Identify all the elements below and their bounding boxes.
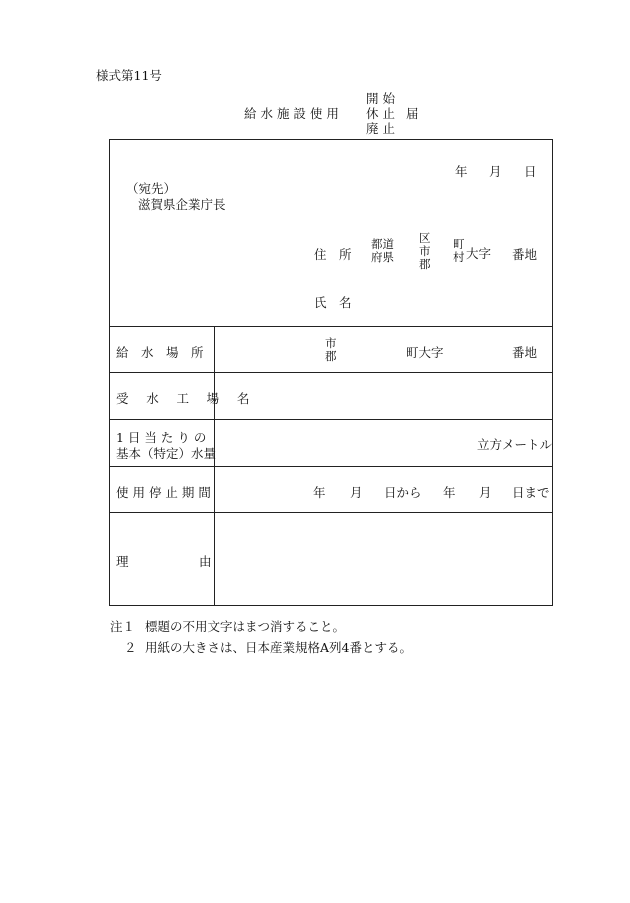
- title-option-abolish: 廃 止: [366, 121, 395, 136]
- period-end-month: 月: [479, 485, 492, 500]
- note-1-number: 注１: [110, 619, 136, 634]
- prefecture-line1: 都道: [371, 237, 394, 251]
- name-label: 氏 名: [314, 295, 352, 310]
- date-year[interactable]: 年: [455, 164, 468, 179]
- form-number: 様式第11号: [96, 68, 162, 83]
- row-divider: [109, 466, 553, 467]
- date-month[interactable]: 月: [489, 164, 502, 179]
- column-divider: [214, 326, 215, 606]
- volume-unit: 立方メートル: [477, 437, 553, 452]
- period-end-year: 年: [443, 485, 456, 500]
- town-line1: 町: [453, 237, 465, 251]
- title-suffix: 届: [406, 106, 419, 121]
- supply-location-label: 給 水 場 所: [116, 345, 204, 360]
- supply-city-line1: 市: [325, 336, 337, 350]
- prefecture-line2: 府県: [371, 250, 394, 264]
- reason-label-left: 理: [116, 554, 129, 569]
- town-line2: 村: [453, 250, 465, 264]
- daily-volume-label-line1: 1 日 当 た り の: [116, 430, 207, 445]
- factory-name-label: 受 水 工 場 名: [116, 391, 257, 406]
- supply-town-label: 町大字: [406, 345, 444, 360]
- supply-city-line2: 郡: [325, 349, 337, 363]
- period-start-month: 月: [350, 485, 363, 500]
- row-divider: [109, 512, 553, 513]
- addressee-prefix: （宛先）: [126, 181, 177, 196]
- oaza-label: 大字: [466, 246, 492, 261]
- row-divider: [109, 419, 553, 420]
- reason-label-right: 由: [199, 554, 212, 569]
- supply-banchi-label: 番地: [512, 345, 538, 360]
- title-option-start: 開 始: [366, 91, 395, 106]
- banchi-label: 番地: [512, 247, 538, 262]
- title-option-suspend: 休 止: [366, 106, 395, 121]
- date-day[interactable]: 日: [524, 164, 537, 179]
- daily-volume-label-line2: 基本（特定）水量: [116, 446, 217, 461]
- ward-line2: 市: [419, 244, 431, 258]
- period-start-day: 日から: [384, 485, 422, 500]
- note-2-number: ２: [124, 640, 137, 655]
- title-main: 給 水 施 設 使 用: [244, 106, 339, 121]
- row-divider: [109, 372, 553, 373]
- period-start-year: 年: [313, 485, 326, 500]
- ward-line1: 区: [419, 231, 431, 245]
- suspension-period-label: 使 用 停 止 期 間: [116, 485, 211, 500]
- ward-line3: 郡: [419, 257, 431, 271]
- period-end-day: 日まで: [512, 485, 550, 500]
- addressee: 滋賀県企業庁長: [138, 197, 226, 212]
- row-divider: [109, 326, 553, 327]
- note-1-text: 標題の不用文字はまつ消すること。: [145, 619, 346, 634]
- address-label: 住 所: [314, 247, 352, 262]
- note-2-text: 用紙の大きさは、日本産業規格A列4番とする。: [145, 640, 412, 655]
